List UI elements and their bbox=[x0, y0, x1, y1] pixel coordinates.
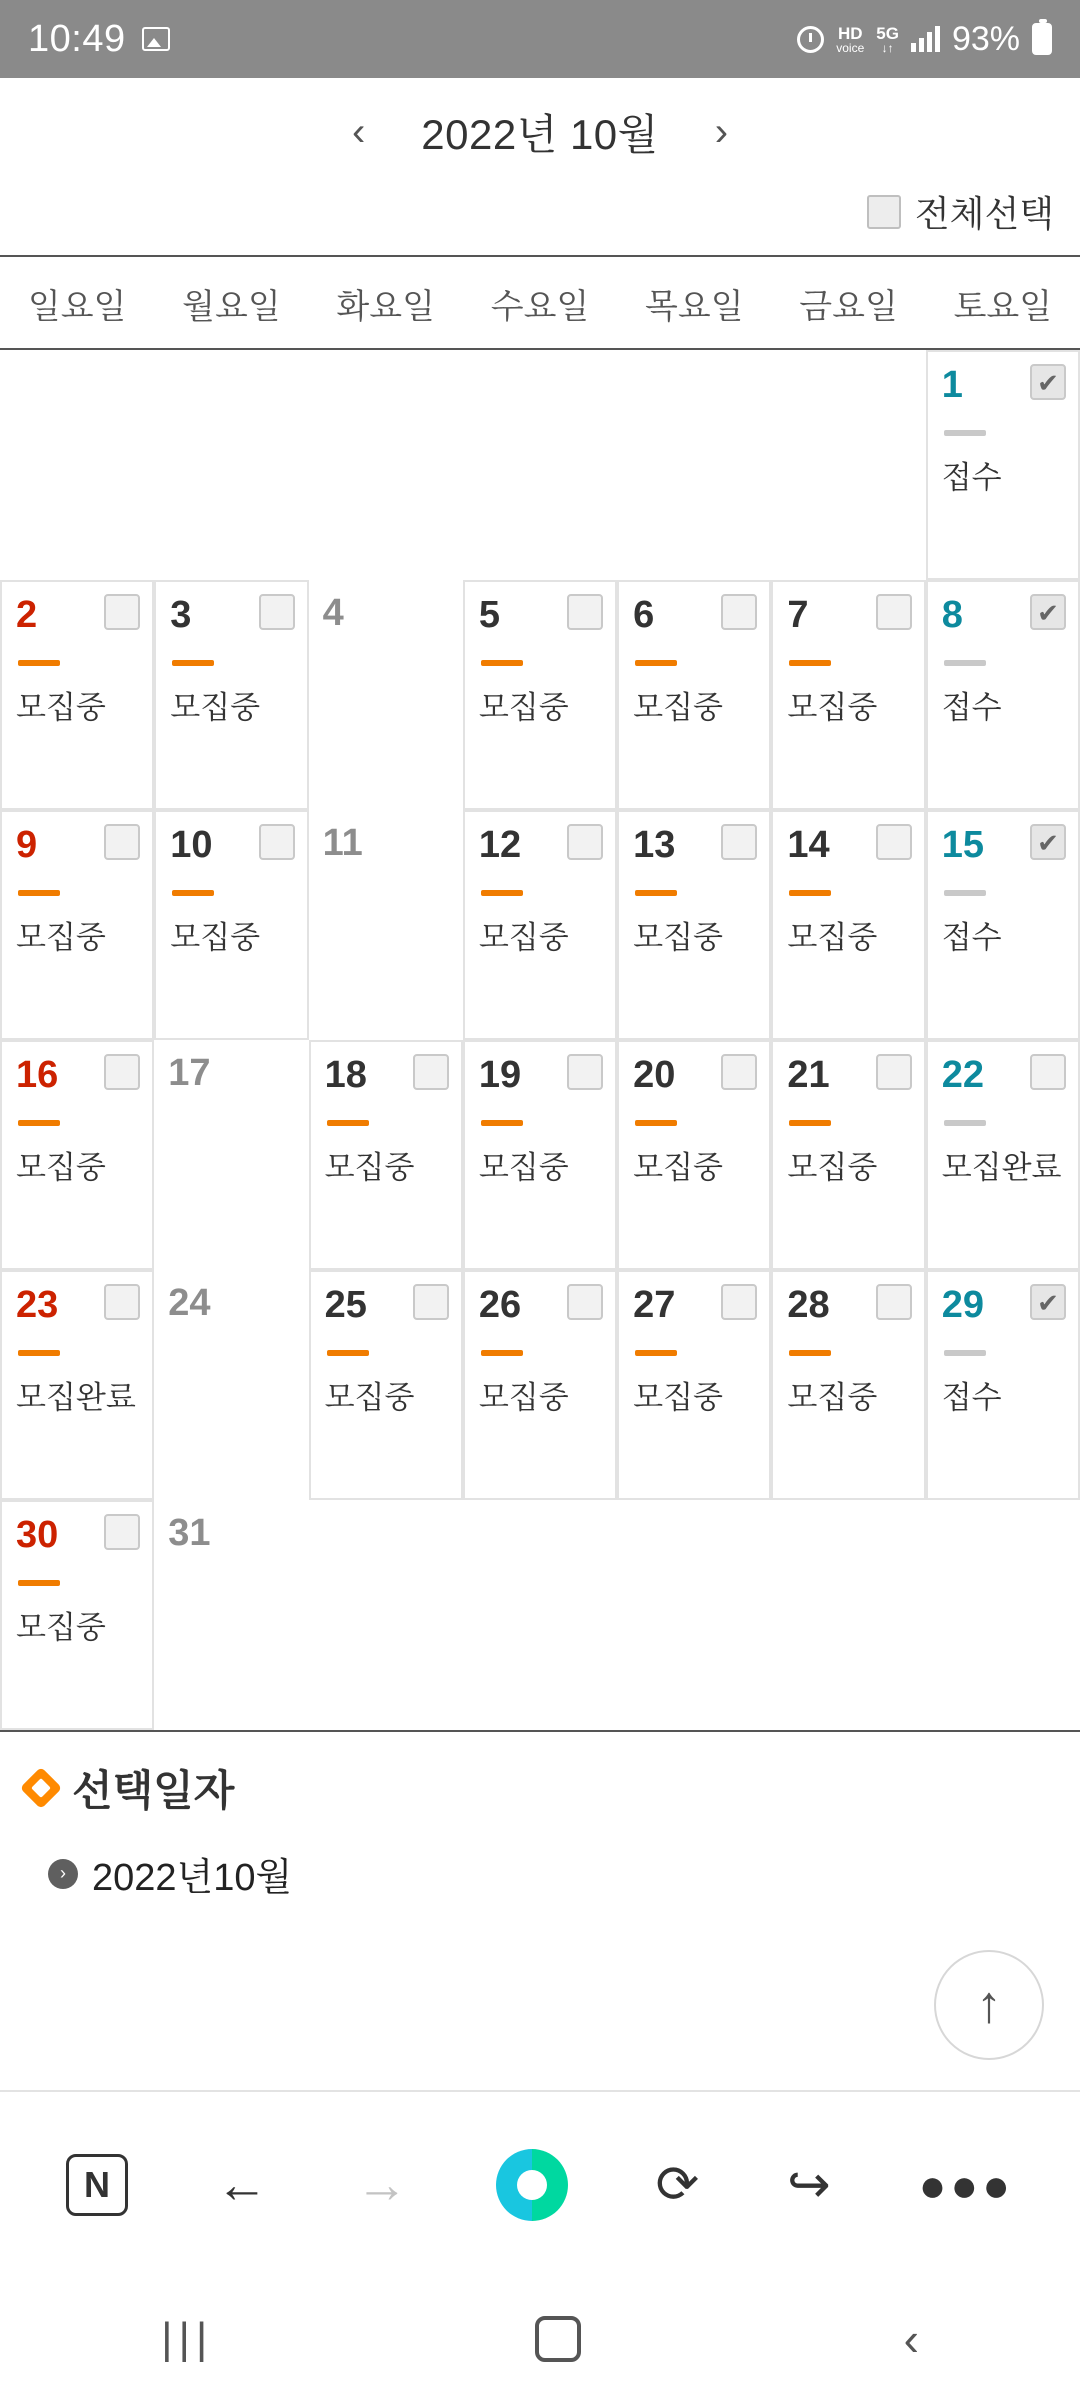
status-bar-indicator bbox=[18, 1120, 60, 1126]
page-content bbox=[0, 78, 1080, 2365]
status-label: 모집중 bbox=[787, 920, 878, 955]
selected-date-title: 선택일자 bbox=[72, 1767, 235, 1814]
day-checkbox[interactable] bbox=[259, 594, 295, 630]
weekday-header bbox=[0, 257, 1080, 350]
5g-sub: ↓↑ bbox=[881, 40, 894, 55]
day-checkbox[interactable] bbox=[876, 1284, 912, 1320]
android-nav-bar bbox=[0, 2278, 1080, 2400]
calendar-cell[interactable] bbox=[0, 580, 154, 810]
calendar-cell[interactable] bbox=[771, 1040, 925, 1270]
status-bar-indicator bbox=[635, 660, 677, 666]
status-label: 접수 bbox=[941, 690, 1002, 725]
day-checkbox[interactable] bbox=[104, 1054, 140, 1090]
status-label: 모집중 bbox=[787, 690, 878, 725]
day-checkbox[interactable]: ✔ bbox=[1030, 364, 1066, 400]
day-number: 8 bbox=[941, 594, 963, 636]
status-bar-indicator bbox=[18, 660, 60, 666]
status-label: 모집중 bbox=[478, 1380, 569, 1415]
day-checkbox[interactable] bbox=[413, 1284, 449, 1320]
selected-date-value: 2022년10월 bbox=[92, 1857, 293, 1899]
day-number: 1 bbox=[941, 364, 963, 406]
weekday-friday: 금요일 bbox=[799, 288, 898, 326]
day-checkbox[interactable] bbox=[567, 824, 603, 860]
day-number: 4 bbox=[322, 592, 344, 634]
day-checkbox[interactable] bbox=[721, 824, 757, 860]
day-number: 9 bbox=[16, 824, 38, 866]
status-label: 모집중 bbox=[633, 690, 723, 725]
day-number: 27 bbox=[633, 1284, 676, 1326]
scroll-to-top-button[interactable]: ↑ bbox=[934, 1950, 1044, 2060]
naver-home-icon[interactable]: N bbox=[66, 2154, 128, 2216]
selected-date-item[interactable] bbox=[48, 1846, 1054, 1901]
selected-date-section bbox=[0, 1732, 1080, 1901]
calendar-cell[interactable] bbox=[771, 1270, 925, 1500]
calendar-cell[interactable] bbox=[617, 580, 771, 810]
calendar-cell[interactable] bbox=[0, 810, 154, 1040]
status-label: 모집중 bbox=[478, 690, 569, 725]
status-bar-indicator bbox=[944, 1120, 986, 1126]
browser-back-icon[interactable]: ← bbox=[215, 2156, 268, 2214]
day-number: 6 bbox=[633, 594, 655, 636]
weekday-thursday: 목요일 bbox=[645, 288, 744, 326]
home-icon[interactable] bbox=[535, 2316, 581, 2362]
calendar-cell-empty bbox=[309, 350, 463, 580]
status-bar-indicator bbox=[789, 890, 831, 896]
diamond-icon bbox=[20, 1767, 62, 1809]
calendar-cell-empty bbox=[617, 350, 771, 580]
status-label: 모집중 bbox=[633, 1380, 723, 1415]
status-bar-indicator bbox=[789, 1350, 831, 1356]
status-bar-indicator bbox=[481, 1350, 523, 1356]
calendar-cell bbox=[154, 1270, 308, 1500]
status-bar-indicator bbox=[481, 890, 523, 896]
status-label: 모집중 bbox=[633, 1150, 723, 1185]
calendar-cell[interactable] bbox=[309, 1270, 463, 1500]
day-checkbox[interactable] bbox=[104, 1284, 140, 1320]
day-checkbox[interactable] bbox=[567, 594, 603, 630]
status-bar-indicator bbox=[327, 1350, 369, 1356]
status-label: 모집중 bbox=[324, 1380, 415, 1415]
status-bar-indicator bbox=[172, 660, 214, 666]
naver-button-icon[interactable] bbox=[496, 2149, 568, 2221]
status-bar-indicator bbox=[944, 430, 986, 436]
day-checkbox[interactable]: ✔ bbox=[1030, 594, 1066, 630]
day-number: 28 bbox=[787, 1284, 830, 1326]
day-number: 20 bbox=[633, 1054, 676, 1096]
day-number: 23 bbox=[16, 1284, 59, 1326]
select-all-row[interactable] bbox=[0, 186, 1080, 257]
day-checkbox[interactable] bbox=[876, 1054, 912, 1090]
day-checkbox[interactable] bbox=[567, 1284, 603, 1320]
calendar-cell[interactable] bbox=[926, 1040, 1080, 1270]
day-number: 30 bbox=[16, 1514, 59, 1556]
calendar-cell[interactable] bbox=[154, 810, 308, 1040]
status-label: 모집중 bbox=[478, 920, 569, 955]
calendar-cell-empty bbox=[309, 1500, 463, 1730]
calendar-cell[interactable] bbox=[771, 810, 925, 1040]
status-label: 모집중 bbox=[787, 1380, 878, 1415]
day-number: 10 bbox=[170, 824, 213, 866]
calendar-cell[interactable] bbox=[309, 1040, 463, 1270]
next-month-button[interactable]: › bbox=[714, 110, 729, 154]
status-bar-indicator bbox=[944, 660, 986, 666]
calendar-cell[interactable] bbox=[463, 580, 617, 810]
day-number: 3 bbox=[170, 594, 192, 636]
status-label: 모집중 bbox=[324, 1150, 415, 1185]
month-title: 2022년 10월 bbox=[421, 111, 659, 158]
status-bar-indicator bbox=[18, 1580, 60, 1586]
day-checkbox[interactable] bbox=[104, 824, 140, 860]
day-number: 17 bbox=[168, 1052, 211, 1094]
day-checkbox[interactable]: ✔ bbox=[1030, 1284, 1066, 1320]
calendar-cell bbox=[309, 580, 463, 810]
weekday-saturday: 토요일 bbox=[953, 288, 1053, 326]
day-number: 21 bbox=[787, 1054, 830, 1096]
day-number: 26 bbox=[478, 1284, 522, 1326]
day-checkbox[interactable] bbox=[413, 1054, 449, 1090]
status-label: 모집중 bbox=[170, 920, 261, 955]
calendar-cell[interactable] bbox=[617, 1270, 771, 1500]
day-checkbox[interactable] bbox=[721, 1284, 757, 1320]
calendar-cell[interactable] bbox=[771, 580, 925, 810]
calendar-cell bbox=[309, 810, 463, 1040]
day-checkbox[interactable] bbox=[104, 594, 140, 630]
calendar-cell[interactable] bbox=[926, 350, 1080, 580]
day-checkbox[interactable] bbox=[876, 594, 912, 630]
status-label: 모집중 bbox=[16, 920, 106, 955]
hd-voice-label: HD bbox=[837, 23, 863, 43]
hd-voice-sub: voice bbox=[836, 40, 865, 55]
status-bar-indicator bbox=[635, 1120, 677, 1126]
status-right-icons bbox=[797, 20, 1052, 59]
day-checkbox[interactable] bbox=[567, 1054, 603, 1090]
calendar-cell[interactable] bbox=[463, 810, 617, 1040]
browser-forward-icon[interactable]: → bbox=[355, 2156, 408, 2214]
status-bar-indicator bbox=[327, 1120, 369, 1126]
browser-share-icon[interactable]: ↪ bbox=[787, 2156, 831, 2214]
calendar-cell[interactable] bbox=[154, 580, 308, 810]
weekday-sunday: 일요일 bbox=[27, 288, 127, 326]
day-checkbox[interactable] bbox=[721, 594, 757, 630]
status-label: 모집중 bbox=[16, 1150, 106, 1185]
browser-refresh-icon[interactable]: ⟳ bbox=[655, 2156, 700, 2214]
day-number: 14 bbox=[787, 824, 830, 866]
hd-voice-icon bbox=[836, 25, 864, 54]
status-bar-indicator bbox=[944, 1350, 986, 1356]
status-label: 모집완료 bbox=[16, 1380, 136, 1415]
day-number: 31 bbox=[168, 1512, 211, 1554]
status-bar-indicator bbox=[789, 660, 831, 666]
5g-label: 5G bbox=[876, 23, 899, 43]
status-bar-indicator bbox=[944, 890, 986, 896]
image-icon bbox=[142, 27, 170, 51]
status-bar bbox=[0, 0, 1080, 78]
calendar-cell-empty bbox=[0, 350, 154, 580]
status-left-icons bbox=[142, 27, 170, 51]
day-number: 11 bbox=[322, 822, 363, 864]
calendar-grid bbox=[0, 350, 1080, 1730]
alarm-icon bbox=[797, 26, 824, 53]
day-checkbox[interactable] bbox=[876, 824, 912, 860]
weekday-monday: 월요일 bbox=[182, 288, 281, 326]
calendar-cell-empty bbox=[617, 1500, 771, 1730]
back-icon[interactable]: ‹ bbox=[903, 2313, 919, 2365]
battery-icon bbox=[1032, 23, 1052, 55]
day-checkbox[interactable] bbox=[1030, 1054, 1066, 1090]
selected-date-title-row bbox=[26, 1758, 1054, 1818]
status-bar-indicator bbox=[481, 660, 523, 666]
weekday-tuesday: 화요일 bbox=[336, 288, 435, 326]
calendar-cell[interactable] bbox=[617, 810, 771, 1040]
day-number: 7 bbox=[787, 594, 809, 636]
day-number: 29 bbox=[941, 1284, 984, 1326]
calendar-cell[interactable] bbox=[0, 1500, 154, 1730]
browser-toolbar bbox=[0, 2090, 1080, 2278]
day-number: 15 bbox=[941, 824, 984, 866]
status-clock: 10:49 bbox=[28, 17, 126, 60]
day-checkbox[interactable] bbox=[259, 824, 295, 860]
calendar-cell[interactable] bbox=[463, 1270, 617, 1500]
month-navigation bbox=[0, 78, 1080, 186]
calendar-cell[interactable] bbox=[0, 1270, 154, 1500]
day-number: 5 bbox=[478, 594, 500, 636]
select-all-checkbox[interactable] bbox=[867, 195, 901, 229]
calendar-cell-empty bbox=[463, 350, 617, 580]
day-checkbox[interactable]: ✔ bbox=[1030, 824, 1066, 860]
day-number: 24 bbox=[168, 1282, 211, 1324]
signal-icon bbox=[911, 26, 940, 52]
calendar-cell[interactable] bbox=[617, 1040, 771, 1270]
day-number: 2 bbox=[16, 594, 38, 636]
status-bar-indicator bbox=[18, 890, 60, 896]
day-number: 25 bbox=[324, 1284, 367, 1326]
calendar-cell[interactable] bbox=[463, 1040, 617, 1270]
status-label: 모집중 bbox=[16, 690, 106, 725]
weekday-wednesday: 수요일 bbox=[490, 288, 590, 326]
calendar-cell bbox=[154, 1500, 308, 1730]
status-label: 모집중 bbox=[633, 920, 723, 955]
calendar-cell[interactable] bbox=[926, 1270, 1080, 1500]
day-checkbox[interactable] bbox=[721, 1054, 757, 1090]
select-all-label: 전체선택 bbox=[914, 193, 1054, 234]
calendar-cell-empty bbox=[154, 350, 308, 580]
battery-percent: 93% bbox=[951, 19, 1020, 58]
chevron-right-icon: › bbox=[48, 1859, 78, 1889]
day-number: 22 bbox=[941, 1054, 984, 1096]
day-number: 12 bbox=[478, 824, 522, 866]
calendar-cell-empty bbox=[463, 1500, 617, 1730]
status-label: 접수 bbox=[941, 1380, 1002, 1415]
5g-icon bbox=[876, 25, 899, 54]
day-checkbox[interactable] bbox=[104, 1514, 140, 1550]
status-bar-indicator bbox=[481, 1120, 523, 1126]
status-label: 모집중 bbox=[787, 1150, 878, 1185]
calendar-cell-empty bbox=[771, 1500, 925, 1730]
status-bar-indicator bbox=[172, 890, 214, 896]
status-bar-indicator bbox=[789, 1120, 831, 1126]
day-number: 19 bbox=[478, 1054, 522, 1096]
browser-more-icon[interactable]: ●●● bbox=[918, 2159, 1014, 2211]
status-label: 모집중 bbox=[170, 690, 261, 725]
calendar-cell[interactable] bbox=[926, 810, 1080, 1040]
status-bar-indicator bbox=[635, 1350, 677, 1356]
day-number: 18 bbox=[324, 1054, 367, 1096]
status-label: 모집중 bbox=[16, 1610, 106, 1645]
recent-apps-icon[interactable]: ||| bbox=[161, 2314, 214, 2363]
status-label: 모집중 bbox=[478, 1150, 569, 1185]
status-bar-indicator bbox=[18, 1350, 60, 1356]
calendar-cell-empty bbox=[926, 1500, 1080, 1730]
calendar-cell-empty bbox=[771, 350, 925, 580]
day-number: 13 bbox=[633, 824, 676, 866]
status-label: 접수 bbox=[941, 460, 1002, 495]
calendar-cell bbox=[154, 1040, 308, 1270]
calendar-cell[interactable] bbox=[926, 580, 1080, 810]
day-number: 16 bbox=[16, 1054, 59, 1096]
calendar-cell[interactable] bbox=[0, 1040, 154, 1270]
prev-month-button[interactable]: ‹ bbox=[351, 110, 366, 154]
status-label: 모집완료 bbox=[941, 1150, 1062, 1185]
status-bar-indicator bbox=[635, 890, 677, 896]
status-label: 접수 bbox=[941, 920, 1002, 955]
